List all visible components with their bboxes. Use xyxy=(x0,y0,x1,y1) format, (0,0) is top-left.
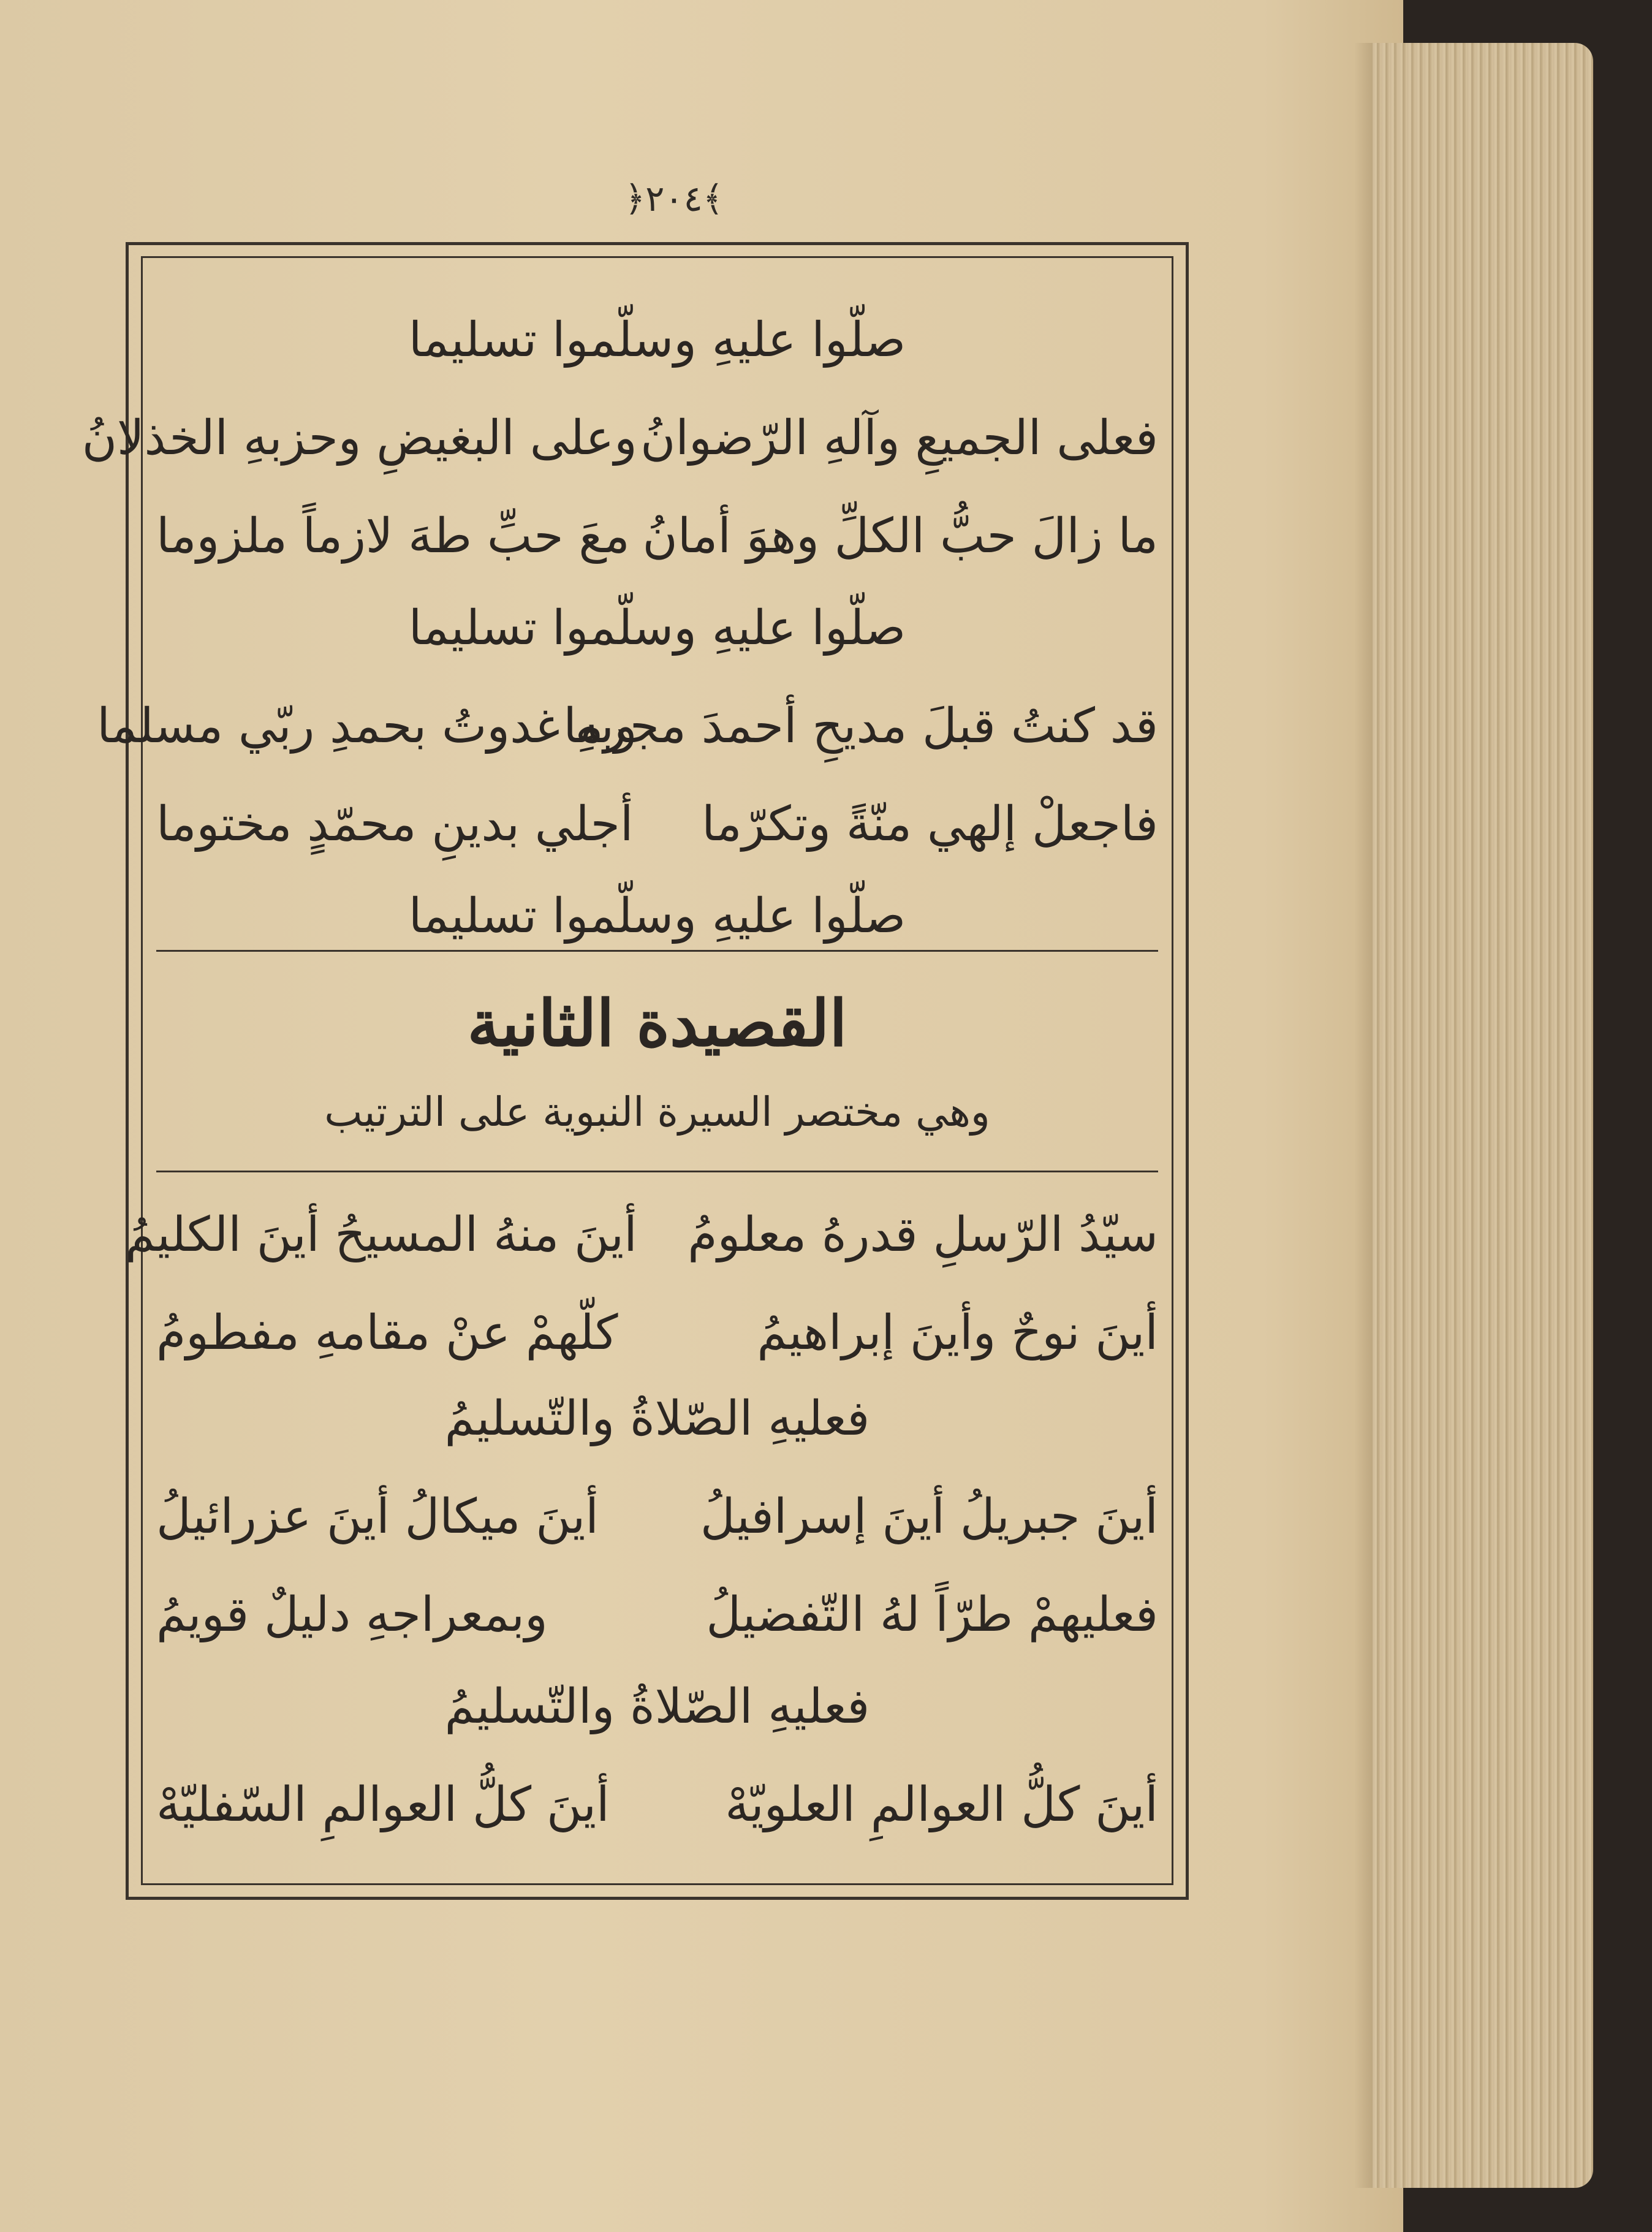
refrain-line: صلّوا عليهِ وسلّموا تسليما xyxy=(408,889,906,944)
page-number: ﴾٢٠٤﴿ xyxy=(624,178,724,219)
verse-second-hemistich: أينَ كلُّ العوالمِ السّفليّهْ xyxy=(156,1777,610,1832)
section-divider xyxy=(156,950,1158,952)
verse-line xyxy=(156,778,1158,870)
verse-first-hemistich: أينَ نوحٌ وأينَ إبراهيمُ xyxy=(757,1305,1158,1361)
verse-line xyxy=(125,1189,1158,1281)
section-title: القصيدة الثانية xyxy=(467,985,847,1061)
verse-first-hemistich: أينَ جبريلُ أينَ إسرافيلُ xyxy=(700,1489,1158,1544)
verse-first-hemistich: أينَ كلُّ العوالمِ العلويّهْ xyxy=(725,1777,1158,1832)
verse-line xyxy=(156,1569,1158,1661)
verse-first-hemistich: سيّدُ الرّسلِ قدرهُ معلومُ xyxy=(688,1207,1158,1262)
verse-second-hemistich: وبمعراجهِ دليلٌ قويمُ xyxy=(156,1587,548,1642)
verse-second-hemistich: وبهِ غدوتُ بحمدِ ربّي مسلما xyxy=(97,699,637,754)
verse-first-hemistich: فعلى الجميعِ وآلهِ الرّضوانُ xyxy=(640,411,1158,466)
section-subtitle: وهي مختصر السيرة النبوية على الترتيب xyxy=(324,1088,990,1136)
verse-line xyxy=(156,490,1158,582)
refrain-line: فعليهِ الصّلاةُ والتّسليمُ xyxy=(444,1679,870,1734)
verse-line xyxy=(156,1471,1158,1563)
verse-first-hemistich: فعليهمْ طرّاً لهُ التّفضيلُ xyxy=(706,1587,1158,1642)
verse-first-hemistich: ما زالَ حبُّ الكلِّ وهوَ أمانُ xyxy=(642,509,1158,564)
verse-line xyxy=(156,1287,1158,1379)
verse-line xyxy=(81,392,1158,484)
verse-second-hemistich: كلّهمْ عنْ مقامهِ مفطومُ xyxy=(156,1305,618,1361)
verse-line xyxy=(156,1759,1158,1851)
verse-second-hemistich: أجلي بدينِ محمّدٍ مختوما xyxy=(156,797,634,852)
page-stack-edge xyxy=(1373,43,1593,2188)
verse-second-hemistich: أينَ منهُ المسيحُ أينَ الكليمُ xyxy=(125,1207,637,1262)
refrain-line: صلّوا عليهِ وسلّموا تسليما xyxy=(408,313,906,368)
poem-text-block xyxy=(81,270,1158,1875)
verse-line xyxy=(97,680,1158,772)
refrain-line: فعليهِ الصّلاةُ والتّسليمُ xyxy=(444,1391,870,1446)
verse-second-hemistich: معَ حبِّ طهَ لازماً ملزوما xyxy=(156,509,630,564)
verse-second-hemistich: وعلى البغيضِ وحزبهِ الخذلانُ xyxy=(81,411,637,466)
verse-first-hemistich: قد كنتُ قبلَ مديحِ أحمدَ مجرما xyxy=(563,699,1158,754)
refrain-line: صلّوا عليهِ وسلّموا تسليما xyxy=(408,601,906,656)
verse-first-hemistich: فاجعلْ إلهي منّةً وتكرّما xyxy=(702,797,1158,852)
verse-second-hemistich: أينَ ميكالُ أينَ عزرائيلُ xyxy=(156,1489,599,1544)
section-divider xyxy=(156,1171,1158,1172)
